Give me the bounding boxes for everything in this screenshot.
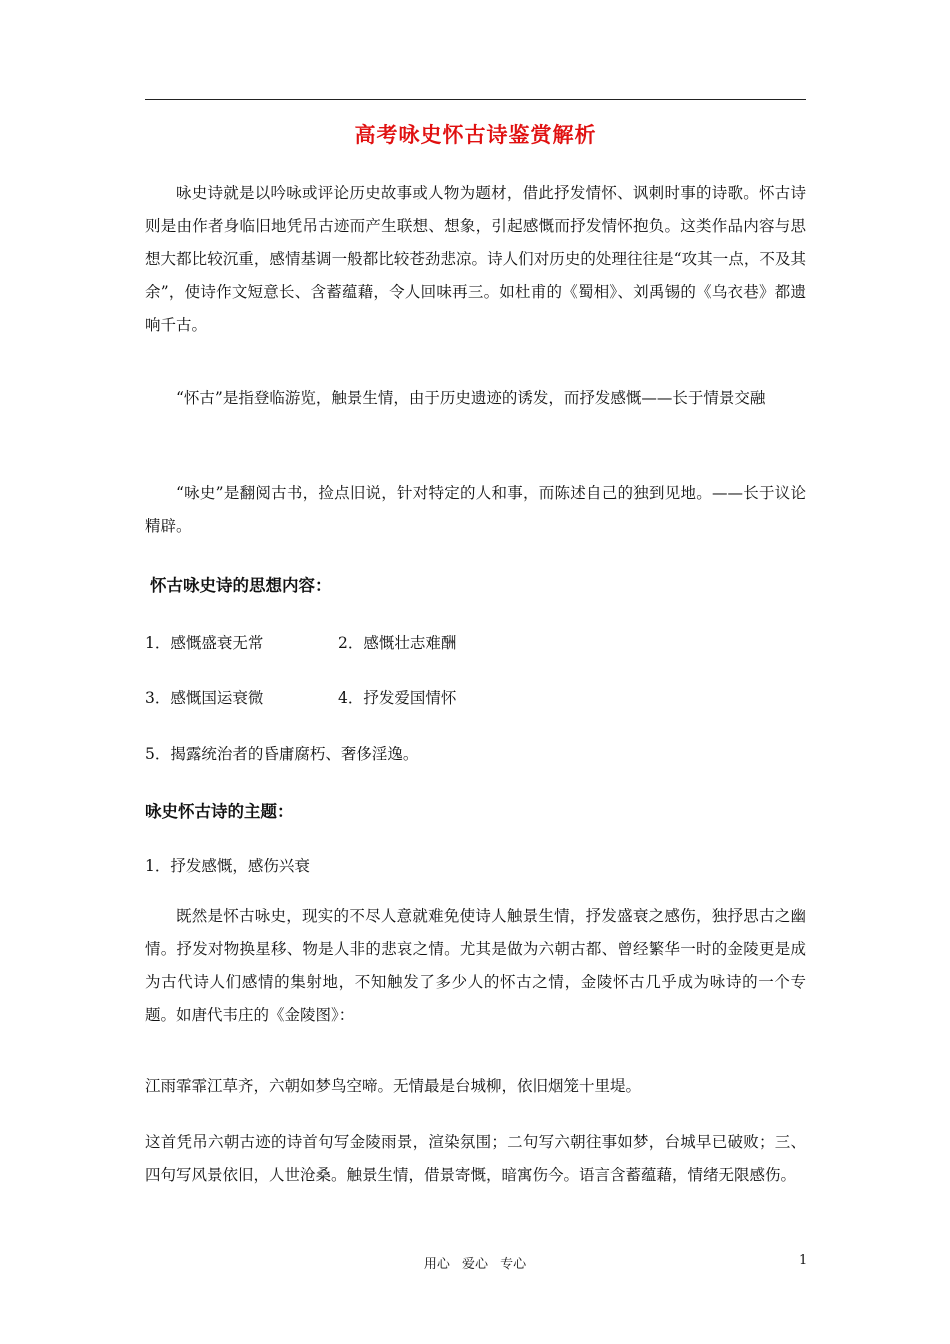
intro-paragraph: 咏史诗就是以吟咏或评论历史故事或人物为题材，借此抒发情怀、讽刺时事的诗歌。怀古诗则是由作者身临旧地凭吊古迹而产生联想、想象，引起感慨而抒发情怀抱负。这类作品内容与思想大都比较沉重，感情基调一般都比较苍劲悲凉。诗人们对历史的处理往往是“攻其一点，不及其余”，使诗作文短意长、含蓄蕴藉，令人回味再三。如杜甫的《蜀相》、刘禹锡的《乌衣巷》都遗响千古。 <box>145 184 806 334</box>
content-heading: 怀古咏史诗的思想内容： <box>150 576 332 595</box>
content-item: 2．感慨壮志难酬 <box>338 634 457 652</box>
theme-heading: 咏史怀古诗的主题： <box>145 802 294 821</box>
content-item: 5．揭露统治者的昏庸腐朽、奢侈淫逸。 <box>145 745 419 763</box>
page-number: 1 <box>799 1253 808 1268</box>
content-item: 1．感慨盛衰无常 <box>145 634 264 652</box>
poem-analysis: 这首凭吊六朝古迹的诗首句写金陵雨景，渲染氛围；二句写六朝往事如梦，台城早已破败；三、四句写风景依旧，人世沧桑。触景生情，借景寄慨，暗寓伤今。语言含蓄蕴藉，情绪无限感伤。 <box>145 1133 806 1184</box>
yongshi-definition: “咏史”是翻阅古书，捡点旧说，针对特定的人和事，而陈述自己的独到见地。——长于议论精辟。 <box>145 484 806 535</box>
huaigu-definition: “怀古”是指登临游览，触景生情，由于历史遗迹的诱发，而抒发感慨——长于情景交融 <box>176 389 766 407</box>
poem-line: 江雨霏霏江草齐，六朝如梦鸟空啼。无情最是台城柳，依旧烟笼十里堤。 <box>145 1077 642 1095</box>
document-title: 高考咏史怀古诗鉴赏解析 <box>354 122 597 147</box>
footer-motto: 用心 爱心 专心 <box>423 1257 527 1272</box>
theme-paragraph: 既然是怀古咏史，现实的不尽人意就难免使诗人触景生情，抒发盛衰之感伤，独抒思古之幽情。抒发对物换星移、物是人非的悲哀之情。尤其是做为六朝古都、曾经繁华一时的金陵更是成为古代诗人们感情的集射地，不知触发了多少人的怀古之情，金陵怀古几乎成为咏诗的一个专题。如唐代韦庄的《金陵图》： <box>145 907 806 1024</box>
header-rule <box>145 99 806 100</box>
content-item: 4．抒发爱国情怀 <box>338 689 457 707</box>
content-item: 3．感慨国运衰微 <box>145 689 264 707</box>
theme-subheading: 1．抒发感慨，感伤兴衰 <box>145 857 310 875</box>
